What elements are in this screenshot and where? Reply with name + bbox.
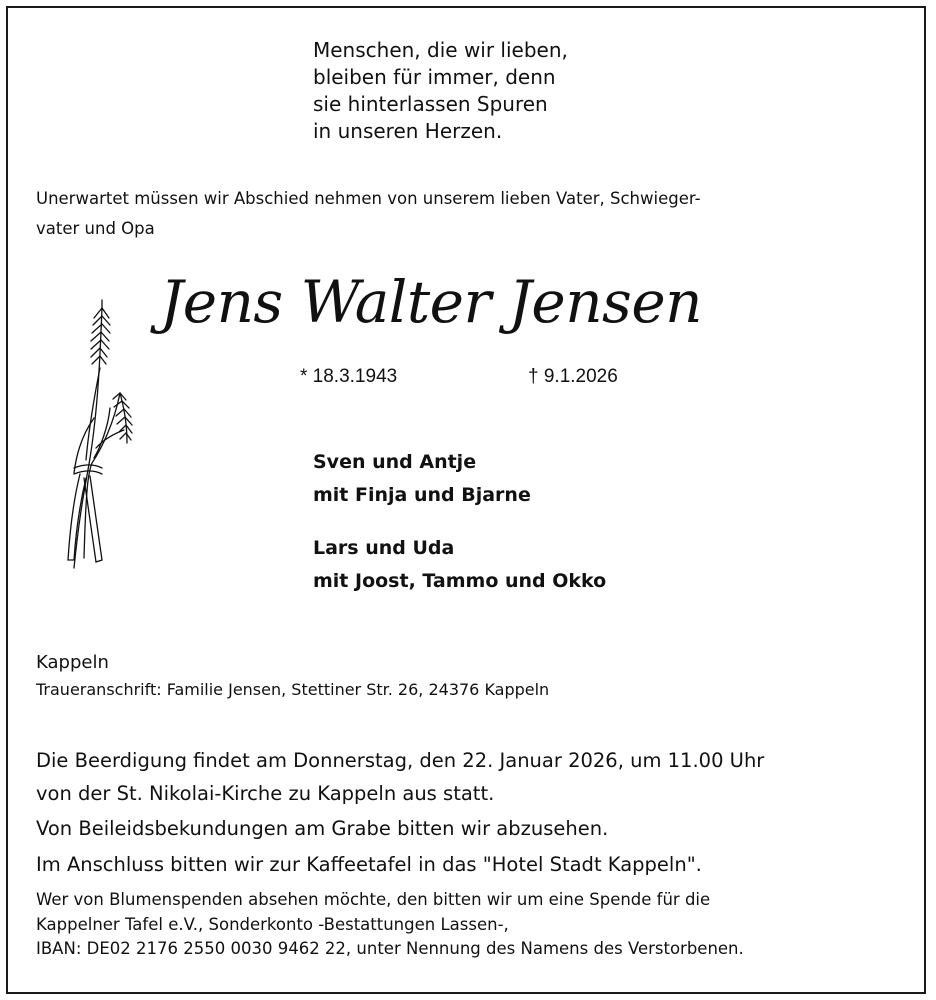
family-line: Lars und Uda [313, 537, 455, 559]
donation-note [36, 888, 744, 962]
donation-line: Wer von Blumenspenden absehen möchte, den bitten wir um eine Spende für die [36, 890, 711, 909]
family-group [313, 532, 606, 598]
intro-line: Unerwartet müssen wir Abschied nehmen von unserem lieben Vater, Schwieger- [36, 189, 701, 208]
death-date: † 9.1.2026 [528, 366, 618, 387]
wheat-sheaf-icon [50, 298, 150, 578]
intro-text [36, 184, 701, 244]
funeral-line: von der St. Nikolai-Kirche zu Kappeln aus statt. [36, 782, 495, 805]
family-line: mit Joost, Tammo und Okko [313, 570, 607, 592]
family-line: mit Finja und Bjarne [313, 484, 531, 506]
family-line: Sven und Antje [313, 451, 477, 473]
coffee-invitation: Im Anschluss bitten wir zur Kaffeetafel in das "Hotel Stadt Kappeln". [36, 853, 702, 876]
deceased-name: Jens Walter Jensen [160, 268, 702, 336]
condolences-note: Von Beileidsbekundungen am Grabe bitten wir abzusehen. [36, 817, 609, 840]
poem-line: sie hinterlassen Spuren [313, 92, 548, 116]
donation-line: IBAN: DE02 2176 2550 0030 9462 22, unter Nennung des Namens des Verstorbenen. [36, 939, 744, 958]
poem [313, 37, 568, 145]
funeral-line: Die Beerdigung findet am Donnerstag, den 22. Januar 2026, um 11.00 Uhr [36, 749, 765, 772]
funeral-details [36, 744, 764, 810]
family-group [313, 446, 531, 512]
intro-line: vater und Opa [36, 219, 155, 238]
birth-date: * 18.3.1943 [300, 366, 398, 387]
poem-line: bleiben für immer, denn [313, 65, 556, 89]
poem-line: in unseren Herzen. [313, 119, 503, 143]
poem-line: Menschen, die wir lieben, [313, 38, 568, 62]
donation-line: Kappelner Tafel e.V., Sonderkonto -Bestattungen Lassen-, [36, 914, 509, 934]
mourning-address: Traueranschrift: Familie Jensen, Stettiner Str. 26, 24376 Kappeln [36, 680, 550, 699]
place-name: Kappeln [36, 652, 109, 673]
